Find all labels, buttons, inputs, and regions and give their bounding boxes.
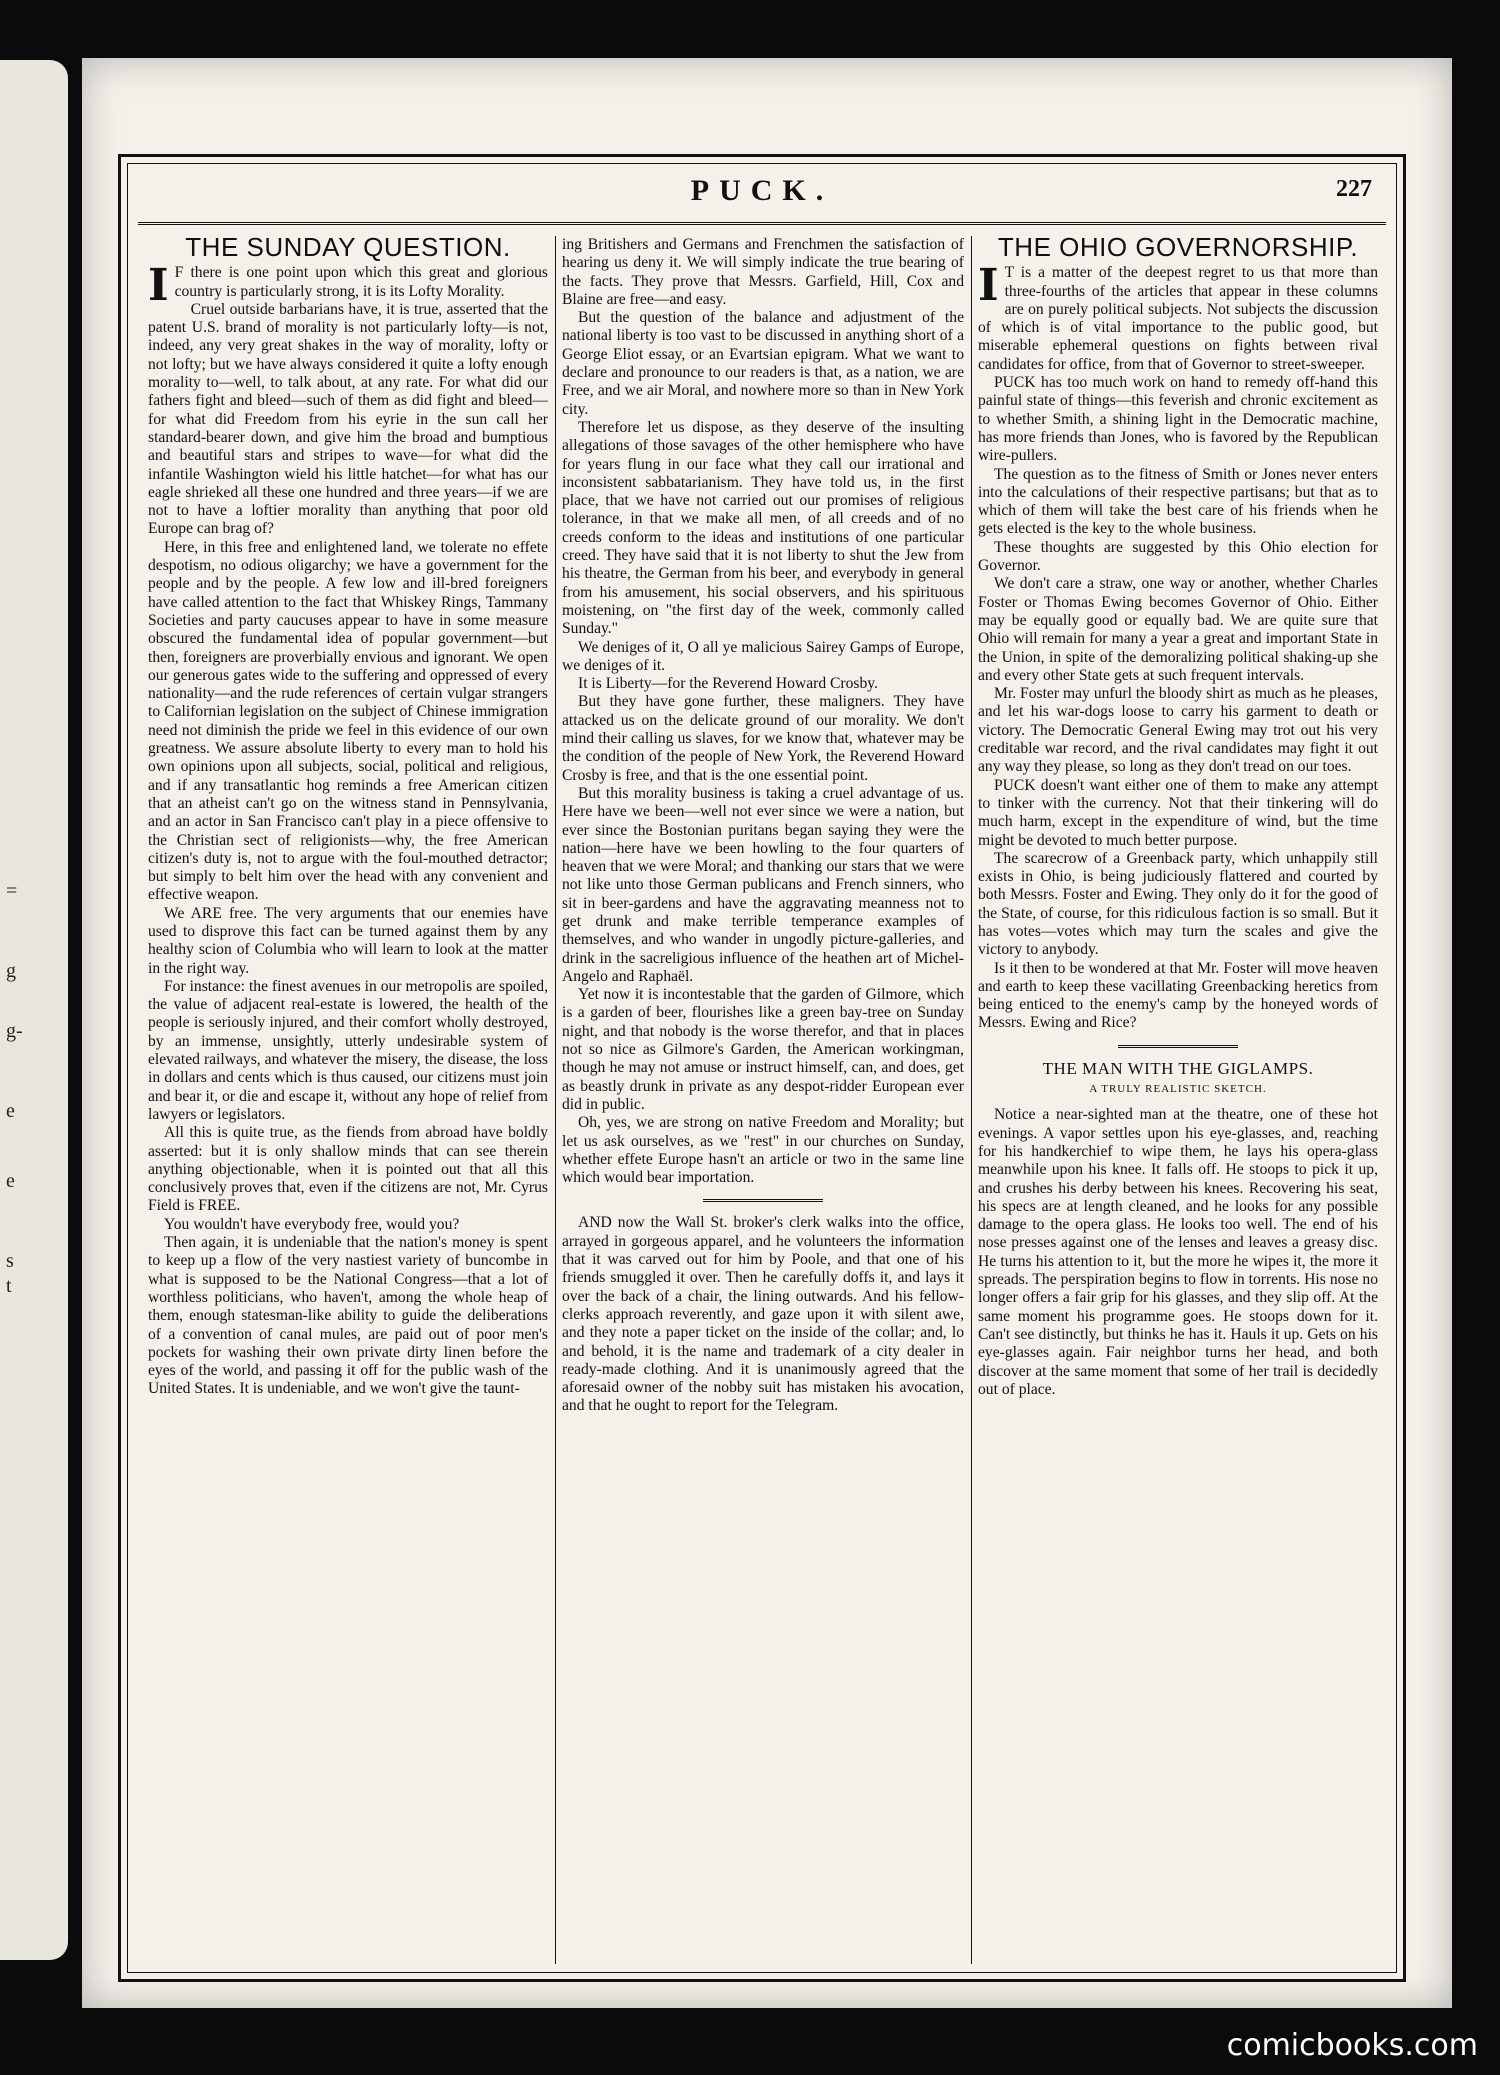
article-paragraph: [148, 260, 548, 312]
prev-page-mark: g: [6, 960, 16, 982]
watermark: comicbooks.com: [1226, 2028, 1478, 2063]
article-paragraph: For instance: the finest avenues in our metropolis are spoiled, the value of adjacent real-estate is lowered, the health of the people is seriously injured, and their comfort wholly destroyed, by an immense, unsightly, utterly undesirable system of elevated railways, and whatever the misery, the disease, the loss in dollars and cents which is thus caused, our citizens must join and bear it, or die and escape it, without any hope of relief from lawyers or legislators.: [148, 977, 548, 1123]
article-subheading: A TRULY REALISTIC SKETCH.: [1089, 1083, 1267, 1096]
column-2: [562, 236, 964, 1964]
article-heading-sunday-question: THE SUNDAY QUESTION.: [185, 236, 511, 262]
article-paragraph: AND now the Wall St. broker's clerk walks into the office, arrayed in gorgeous apparel, and he volunteers the information that it was carved out for him by Poole, and that one of his friends smuggled it over. Then he carefully doffs it, and lays it over the back of a chair, the lining outwards. And his fellow-clerks approach reverently, and gaze upon it with silent awe, and they note a paper ticket on the inside of the collar; and, lo and behold, it is the name and trademark of a city dealer in ready-made clothing. And it is unanimously agreed that the aforesaid owner of the nobby suit has mistaken his avocation, and that he ought to report for the Telegram.: [562, 1214, 964, 1415]
masthead-rule: [138, 222, 1386, 225]
magazine-page: [82, 58, 1452, 2008]
page-frame: [118, 154, 1406, 1982]
masthead: [128, 164, 1396, 222]
paragraph-text: F there is one point upon which this great and glorious country is particularly strong, it is its Lofty Morality.: [174, 264, 548, 300]
article-heading-giglamps: THE MAN WITH THE GIGLAMPS.: [1042, 1058, 1314, 1078]
article-paragraph: Yet now it is incontestable that the garden of Gilmore, which is a garden of beer, flourishes like a green bay-tree on Sunday night, and that nobody is the worse therefor, and that in places not so nice as Gilmore's Garden, the American workingman, though he may not amuse or instruct himself, can, and does, get as beastly drunk in private as any despot-ridder European ever did in public.: [562, 986, 964, 1113]
prev-page-mark: e: [6, 1100, 15, 1122]
article-paragraph: ing Britishers and Germans and Frenchmen the satisfaction of hearing us deny it. We will simply indicate the true bearing of the facts. They prove that Messrs. Garfield, Hill, Cox and Blaine are free—and easy.: [562, 236, 964, 308]
article-paragraph: But this morality business is taking a cruel advantage of us. Here have we been—well not ever since we were a nation, but ever since the Bostonian puritans began saying they were the nation—here have we been howling to the four quarters of heaven that we were Moral; and thanking our stars that we were not like unto those German publicans and French sinners, who sit in beer-gardens and have the aggravating meanness not to get drunk and make terrible temperance examples of themselves, and who wander in ungodly picture-galleries, and drink in the sacreligious influence of the heathen art of Michel-Angelo and Raphaël.: [562, 784, 964, 985]
prev-page-mark: =: [6, 880, 18, 902]
article-paragraph: Oh, yes, we are strong on native Freedom and Morality; but let us ask ourselves, as we "rest" in our churches on Sunday, whether effete Europe hasn't an article or two in the same line which would bear importation.: [562, 1114, 964, 1187]
article-paragraph: Is it then to be wondered at that Mr. Foster will move heaven and earth to keep these vacillating Greenbacking heretics from being enticed to the enemy's camp by the honeyed words of Messrs. Ewing and Rice?: [978, 959, 1378, 1032]
drop-cap: I: [978, 260, 999, 312]
article-paragraph: Cruel outside barbarians have, it is true, asserted that the patent U.S. brand of morality is not particularly lofty—is not, indeed, any very great shakes in the way of morality, lofty or not lofty; but we have always considered it quite a lofty enough morality to—well, to talk about, at any rate. For what did our fathers fight and bleed—such of them as did fight and bleed—for what did Freedom from his eyrie in the sun call her standard-bearer down, and give him the broad and bumptious and beautiful stars and stripes to wave—for what did the infantile Washington wield his little hatchet—for what has our eagle shrieked all these one hundred and three years—if we are not to have a loftier morality than anything that poor old Europe can brag of?: [148, 300, 548, 538]
article-paragraph: You wouldn't have everybody free, would you?: [164, 1215, 460, 1233]
article-paragraph: These thoughts are suggested by this Ohio election for Governor.: [978, 538, 1378, 575]
prev-page-mark: e: [6, 1170, 15, 1192]
page-frame-inner: [127, 163, 1397, 1973]
article-heading-ohio-governorship: THE OHIO GOVERNORSHIP.: [997, 236, 1359, 262]
article-paragraph: All this is quite true, as the fiends from abroad have boldly asserted: but it is only shallow minds that can see therein anything objectionable, when it is pointed out that all this conclusively proves that, even if the citizens are not, Mr. Cyrus Field is FREE.: [148, 1124, 548, 1215]
article-paragraph: We don't care a straw, one way or another, whether Charles Foster or Thomas Ewing becomes Governor of Ohio. Either may be equally good or equally bad. We are quite sure that Ohio will remain for many a year a great and important State in the Union, in spite of the demoralizing political shaking-up she and every other State gets at such frequent intervals.: [978, 575, 1378, 684]
article-paragraph: PUCK doesn't want either one of them to make any attempt to tinker with the currency. Not that their tinkering will do much harm, except in the expenditure of wind, but the time might be devoted to much better purpose.: [978, 776, 1378, 849]
paragraph-text: T is a matter of the deepest regret to us that more than three-fourths of the articles that appear in these columns are on purely political subjects. Not subjects the discussion of which is of vital importance to the public good, but miserable ephemeral questions on fights between rival candidates for office, from that of Governor to street-sweeper.: [978, 264, 1378, 373]
article-paragraph: We ARE free. The very arguments that our enemies have used to disprove this fact can be turned against them by any healthy scion of Columbia who will learn to look at the matter in the right way.: [148, 904, 548, 977]
column-3: [978, 236, 1378, 1964]
page-number: 227: [1336, 176, 1372, 202]
prev-page-mark: s: [6, 1250, 14, 1272]
column-divider: [555, 236, 556, 1964]
article-paragraph: Mr. Foster may unfurl the bloody shirt as much as he pleases, and let his war-dogs loose to carry his garment to death or victory. The Democratic General Ewing may trot out his very creditable war record, and the rival candidates may fight it out any way they please, so long as they don't tread on our toes.: [978, 685, 1378, 776]
article-paragraph: The scarecrow of a Greenback party, which unhappily still exists in Ohio, is being judiciously flattered and courted by both Messrs. Foster and Ewing. They only do it for the good of the State, of course, for this ridiculous faction is so small. But it has votes—votes which may turn the scales and give the victory to anybody.: [978, 849, 1378, 959]
article-paragraph: PUCK has too much work on hand to remedy off-hand this painful state of things—this feverish and chronic excitement as to whether Smith, a shining light in the Democratic machine, has more friends than Jones, who is favored by the Republican wire-pullers.: [978, 374, 1378, 465]
prev-page-mark: t: [6, 1275, 12, 1297]
article-paragraph: Therefore let us dispose, as they deserve of the insulting allegations of those savages of the other hemisphere who have for years flung in our face what they call our irrational and inconsistent sabbatarianism. They have told us, in the first place, that we have not carried out our promises of religious tolerance, in that we make all men, of all creeds and of no creeds conform to the ideas and institutions of one particular creed. They have said that it is not liberty to shut the Jew from his theatre, the German from his beer, and everybody in general from his amusement, his social observers, and his spirituous moistening, on "the first day of the week, commonly called Sunday.": [562, 418, 964, 638]
prev-page-mark: g-: [6, 1020, 23, 1042]
drop-cap: I: [148, 260, 169, 312]
section-separator: [703, 1199, 823, 1202]
article-paragraph: Then again, it is undeniable that the nation's money is spent to keep up a flow of the very nastiest variety of buncombe in what is supposed to be the National Congress—that a lot of worthless politicians, who haven't, among the whole heap of them, enough statesman-like ability to guide the deliberations of a convention of canal mules, are paid out of poor men's pockets for washing their own private dirty linen before the eyes of the world, and passing it off for the public wash of the United States. It is undeniable, and we won't give the taunt-: [148, 1234, 548, 1398]
article-paragraph: But the question of the balance and adjustment of the national liberty is too vast to be discussed in anything short of a George Eliot essay, or an Evartsian epigram. What we want to declare and pronounce to our readers is that, as a nation, we are Free, and we air Moral, and nowhere more so than in New York city.: [562, 309, 964, 418]
article-paragraph: But they have gone further, these maligners. They have attacked us on the delicate ground of our morality. We don't mind their calling us slaves, for we know that, whatever may be the condition of the people of New York, the Reverend Howard Crosby is free, and that is the one essential point.: [562, 693, 964, 784]
column-divider: [971, 236, 972, 1964]
article-paragraph: Notice a near-sighted man at the theatre, one of these hot evenings. A vapor settles upon his eye-glasses, and, reaching for his handkerchief to wipe them, he lays his opera-glass meanwhile upon his knee. It falls off. He stoops to pick it up, and crushes his derby between his knees. Recovering his seat, his specs are at length cleaned, and he looks for any possible damage to the opera glass. He looks too well. The end of his nose presses against one of the lenses and leaves a greasy disc. He turns his attention to it, but the more he wipes it, the more it spreads. The perspiration begins to flow in torrents. His nose no longer offers a fair grip for his glasses, and they slip off. At the same moment his programme goes. He stoops down for it. Can't see distinctly, but thinks he has it. Hauls it up. Gets on his eye-glasses again. Fair neighbor turns her head, and both discover at the same moment that some of her trail is decidedly out of place.: [978, 1106, 1378, 1398]
masthead-title: PUCK.: [690, 174, 834, 207]
previous-page-edge: [0, 60, 68, 1960]
article-paragraph: It is Liberty—for the Reverend Howard Crosby.: [578, 675, 878, 693]
section-separator: [1118, 1045, 1238, 1048]
article-paragraph: The question as to the fitness of Smith or Jones never enters into the calculations of their respective partisans; but that as to which of them will take the best care of his friends when he gets elected is the key to the whole business.: [978, 465, 1378, 538]
article-paragraph: Here, in this free and enlightened land, we tolerate no effete despotism, no odious oligarchy; we have a government for the people and by the people. A few low and ill-bred foreigners have called attention to the fact that Whiskey Rings, Tammany Societies and party caucuses appear to have in some measure obscured the fundamental idea of popular government—but then, foreigners are proverbially envious and ignorant. We open our generous gates wide to the suffering and oppressed of every nationality—and the rude references of certain vulgar strangers to Californian legislation on the subject of Chinese immigration need not diminish the pride we feel in this evidence of our own greatness. We assure absolute liberty to every man to hold his own opinions upon all subjects, social, political and religious, and if any transatlantic hog reminds a free American citizen that an atheist can't go on the witness stand in Pennsylvania, and an actor in San Francisco can't play in a piece offensive to the Christian sect of religionists—why, the free American citizen's duty is, not to argue with the foul-mouthed detractor; but simply to belt him over the head with any convenient and effective weapon.: [148, 538, 548, 904]
column-1: [148, 236, 548, 1964]
article-paragraph: [978, 260, 1378, 374]
article-paragraph: We deniges of it, O all ye malicious Sairey Gamps of Europe, we deniges of it.: [562, 638, 964, 674]
